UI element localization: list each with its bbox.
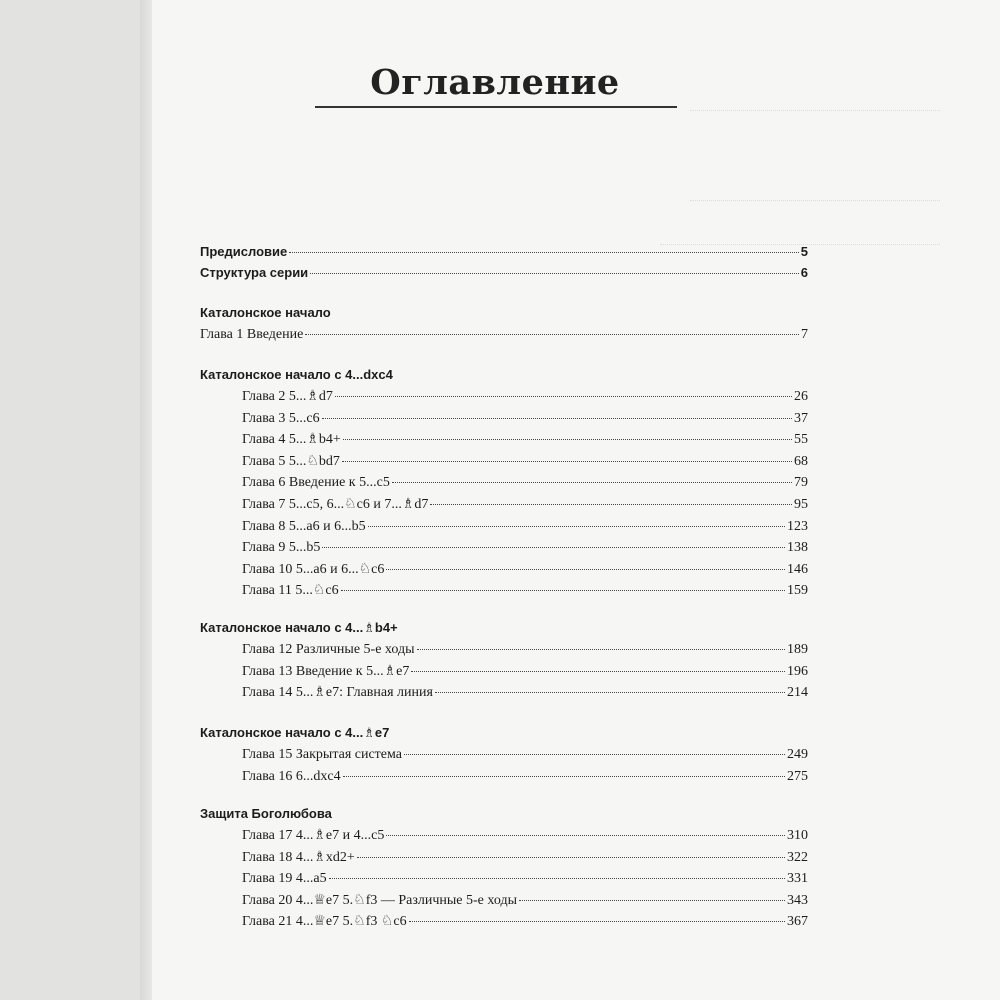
toc-entry-label: Глава 6 Введение к 5...c5 xyxy=(242,475,390,491)
toc-entry xyxy=(242,768,808,786)
leader-dots xyxy=(289,252,799,253)
toc-entry-label: Глава 21 4...♕e7 5.♘f3 ♘c6 xyxy=(242,914,407,930)
toc-entry-page: 55 xyxy=(794,432,808,448)
toc-entry-page: 79 xyxy=(794,475,808,491)
leader-dots xyxy=(335,396,792,397)
toc-entry xyxy=(242,518,808,536)
toc-entry-page: 7 xyxy=(801,327,808,342)
section-heading: Защита Боголюбова xyxy=(200,806,332,821)
section-heading: Каталонское начало с 4...dxc4 xyxy=(200,367,393,382)
toc-entry xyxy=(242,641,808,659)
toc-entry xyxy=(242,870,808,888)
toc-entry xyxy=(242,431,808,449)
leader-dots xyxy=(342,461,792,462)
leader-dots xyxy=(357,857,785,858)
toc-entry-page: 146 xyxy=(787,561,808,577)
toc-entry-page: 138 xyxy=(787,540,808,556)
toc-entry xyxy=(242,474,808,492)
toc-entry xyxy=(200,326,808,344)
leader-dots xyxy=(329,878,785,879)
leader-dots xyxy=(404,754,785,755)
toc-entry xyxy=(242,849,808,867)
toc-entry-label: Глава 12 Различные 5-е ходы xyxy=(242,642,415,657)
toc-entry-label: Глава 7 5...c5, 6...♘c6 и 7...♗d7 xyxy=(242,497,429,512)
toc-entry xyxy=(242,453,808,471)
toc-entry-label: Глава 11 5...♘c6 xyxy=(242,583,339,599)
leader-dots xyxy=(417,649,785,650)
toc-entry-page: 159 xyxy=(787,583,808,599)
toc-entry-label: Глава 18 4...♗xd2+ xyxy=(242,849,355,865)
toc-entry-page: 214 xyxy=(787,685,808,701)
toc-entry xyxy=(200,243,808,261)
leader-dots xyxy=(392,482,792,483)
toc-entry xyxy=(200,264,808,282)
toc-entry-label: Глава 14 5...♗e7: Главная линия xyxy=(242,685,433,701)
toc-entry-page: 68 xyxy=(794,453,808,469)
toc-entry-page: 322 xyxy=(787,849,808,865)
toc-entry-label: Глава 3 5...c6 xyxy=(242,410,320,426)
toc-entry-label: Глава 9 5...b5 xyxy=(242,540,321,556)
toc-entry xyxy=(242,561,808,579)
toc-entry-page: 189 xyxy=(787,642,808,657)
toc-entry-page: 6 xyxy=(800,265,808,280)
toc-entry-label: Глава 10 5...a6 и 6...♘c6 xyxy=(242,561,385,577)
toc-entry-label: Глава 8 5...a6 и 6...b5 xyxy=(242,518,366,534)
toc-entry-page: 367 xyxy=(787,914,808,930)
toc-entry xyxy=(242,684,808,702)
toc-entry-page: 37 xyxy=(794,410,808,426)
leader-dots xyxy=(386,569,785,570)
toc-entry-page: 196 xyxy=(787,663,808,679)
toc-entry-page: 5 xyxy=(800,244,808,259)
toc-entry xyxy=(242,827,808,845)
toc-entry xyxy=(242,410,808,428)
toc-entry-label: Глава 20 4...♕e7 5.♘f3 — Различные 5-е ходы xyxy=(242,892,517,908)
leader-dots xyxy=(409,921,785,922)
leader-dots xyxy=(430,504,792,505)
toc-entry-page: 249 xyxy=(787,747,808,762)
toc-entry-page: 123 xyxy=(787,518,808,534)
toc-entry-label: Структура серии xyxy=(200,265,309,280)
toc-entry xyxy=(242,539,808,557)
leader-dots xyxy=(343,776,785,777)
leader-dots xyxy=(305,334,799,335)
leader-dots xyxy=(411,671,785,672)
section-heading: Каталонское начало с 4...♗b4+ xyxy=(200,620,398,635)
leader-dots xyxy=(343,439,792,440)
toc-entry xyxy=(242,913,808,931)
toc-entry-label: Глава 2 5...♗d7 xyxy=(242,389,333,404)
toc-entry-label: Глава 16 6...dxc4 xyxy=(242,768,341,784)
toc-entry xyxy=(242,746,808,764)
toc-entry-page: 331 xyxy=(787,871,808,887)
leader-dots xyxy=(386,835,785,836)
leader-dots xyxy=(310,273,799,274)
page-title: Оглавление xyxy=(370,62,620,103)
toc-entry-label: Глава 17 4...♗e7 и 4...c5 xyxy=(242,828,385,843)
section-heading: Каталонское начало xyxy=(200,305,331,320)
leader-dots xyxy=(341,590,785,591)
toc-entry-page: 343 xyxy=(787,892,808,908)
toc-entry xyxy=(242,892,808,910)
toc-entry-page: 310 xyxy=(787,828,808,843)
leader-dots xyxy=(322,547,785,548)
toc-entry xyxy=(242,388,808,406)
leader-dots xyxy=(519,900,785,901)
leader-dots xyxy=(435,692,785,693)
toc-entry-label: Предисловие xyxy=(200,244,288,259)
section-heading: Каталонское начало с 4...♗e7 xyxy=(200,725,390,740)
toc-entry-label: Глава 4 5...♗b4+ xyxy=(242,432,341,448)
toc-entry-page: 275 xyxy=(787,768,808,784)
leader-dots xyxy=(368,526,785,527)
toc-entry-label: Глава 1 Введение xyxy=(200,327,304,342)
toc-entry xyxy=(242,496,808,514)
toc-entry-page: 26 xyxy=(794,389,808,404)
toc-entry-label: Глава 15 Закрытая система xyxy=(242,747,402,762)
toc-entry xyxy=(242,582,808,600)
toc-entry-label: Глава 5 5...♘bd7 xyxy=(242,453,340,469)
toc-entry xyxy=(242,663,808,681)
toc-entry-page: 95 xyxy=(794,497,808,512)
leader-dots xyxy=(322,418,792,419)
toc-entry-label: Глава 13 Введение к 5...♗e7 xyxy=(242,663,410,679)
toc-entry-label: Глава 19 4...a5 xyxy=(242,871,327,887)
